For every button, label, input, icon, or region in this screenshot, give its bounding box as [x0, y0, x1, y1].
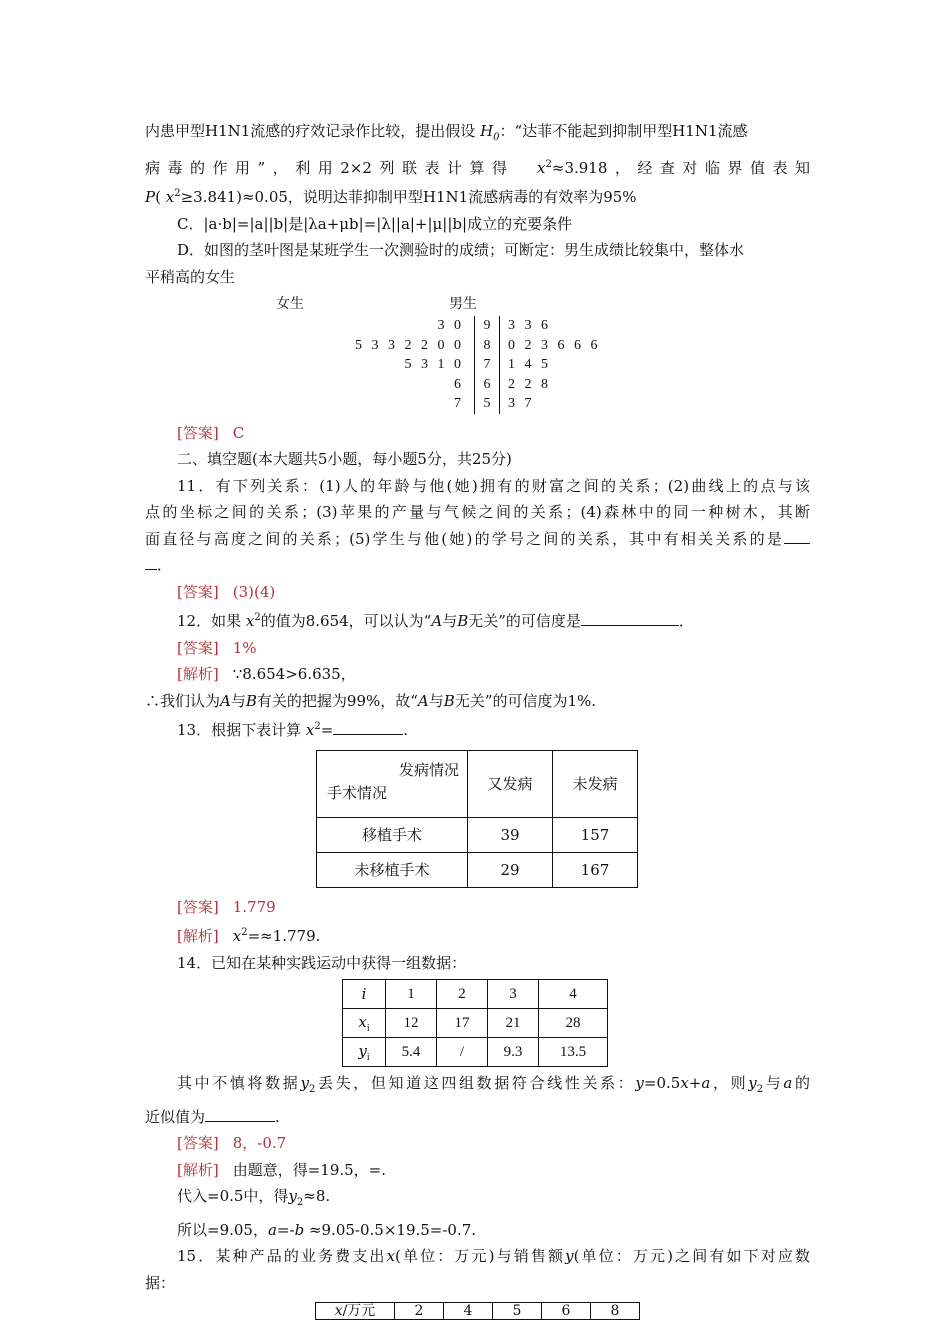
analysis-13: [解析] $x^2=\approx 1.779$. — [177, 927, 321, 945]
q14-line-2: 其中不慎将数据$y_2$丢失，但知道这四组数据符合线性关系：y=0.5x+a，则$y_2$与a的 — [177, 1074, 810, 1095]
stem-row: 7 5 3 7 — [355, 394, 601, 414]
table-row: x/万元 2 4 5 6 8 — [316, 1303, 640, 1320]
intro-line-1: 内患甲型H1N1流感的疗效记录作比较，提出假设 $H_0$：“达菲不能起到抑制甲型H1N1流感 — [145, 122, 748, 143]
answer-blank[interactable] — [333, 720, 403, 735]
table-row: 未移植手术 29 167 — [317, 852, 638, 887]
stem-row: 3 0 9 3 3 6 — [355, 316, 601, 336]
q11-line-1: 11．有下列关系：(1)人的年龄与他(她)拥有的财富之间的关系；(2)曲线上的点与该 — [177, 476, 810, 495]
answer-blank[interactable] — [784, 529, 810, 544]
table-row: $y_i$ 5.4 / 9.3 13.5 — [343, 1038, 608, 1067]
option-d-line-1: D．如图的茎叶图是某班学生一次测验时的成绩；可断定：男生成绩比较集中，整体水 — [177, 241, 745, 259]
option-d-line-2: 平稍高的女生 — [145, 267, 236, 286]
table-header: 又发病 — [468, 750, 553, 817]
data-table-14 — [342, 979, 608, 1067]
question-12: 12．如果 $x^2$的值为8.654，可以认为“A与B无关”的可信度是 ． — [177, 612, 694, 630]
h0-symbol: $H_0$ — [480, 122, 500, 143]
analysis-14-line-2: 代入=0.5中，得$y_2\approx 8$. — [177, 1187, 331, 1208]
answer-blank[interactable] — [145, 555, 157, 570]
table-header: 未发病 — [553, 750, 638, 817]
table-row: 移植手术 39 157 — [317, 817, 638, 852]
table-corner: 发病情况 手术情况 — [317, 750, 468, 817]
analysis-14: [解析] 由题意，得=19.5，=. — [177, 1160, 387, 1179]
intro-line-3: P( $x^2\ge 3.841)\approx 0.05$，说明达菲抑制甲型H1N1流感病毒的有效率为95% — [145, 188, 637, 206]
intro-line-2: 病毒的作用”，利用2×2列联表计算得 $x^2\approx 3.918$，经查对临界值表知 — [145, 158, 810, 177]
answer-11: [答案] (3)(4) — [177, 582, 276, 601]
answer-blank[interactable] — [581, 611, 679, 626]
question-13: 13．根据下表计算 $x^2=$ . — [177, 721, 409, 739]
female-label: 女生 — [276, 297, 304, 312]
option-c: C．|a·b|=|a||b|是|λa+μb|=|λ||a|+|μ||b|成立的充要条件 — [177, 214, 573, 233]
analysis-12: [解析] ∵8.654>6.635， — [177, 665, 356, 683]
answer-12: [答案] 1% — [177, 638, 257, 657]
q11-line-4: ． — [145, 552, 810, 579]
surgery-table — [316, 750, 638, 888]
q15-line-1: 15．某种产品的业务费支出x(单位：万元)与销售额y(单位：万元)之间有如下对应数 — [177, 1247, 810, 1265]
analysis-12-line-2: ∴我们认为A与B有关的把握为99%，故“A与B无关”的可信度为1%. — [145, 691, 597, 710]
q14-line-3: 近似值为 . — [145, 1107, 280, 1126]
answer-10: [答案] C — [177, 423, 245, 442]
stem-leaf-plot — [145, 294, 810, 414]
male-label: 男生 — [449, 297, 477, 312]
q11-line-3: 面直径与高度之间的关系；(5)学生与他(她)的学号之间的关系，其中有相关关系的是 — [145, 526, 810, 553]
data-table-15 — [315, 1302, 640, 1320]
table-row: $x_i$ 12 17 21 28 — [343, 1009, 608, 1038]
table-row: i 1 2 3 4 — [343, 980, 608, 1009]
q15-line-2: 据： — [145, 1273, 176, 1292]
question-14: 14．已知在某种实践运动中获得一组数据： — [177, 953, 467, 972]
analysis-14-line-3: 所以=9.05，a=-b ≈9.05-0.5×19.5=-0.7. — [177, 1220, 477, 1239]
stem-row: 5 3 1 0 7 1 4 5 — [355, 355, 601, 375]
section-heading: 二、填空题(本大题共5小题，每小题5分，共25分) — [177, 450, 512, 468]
q11-line-2: 点的坐标之间的关系；(3)苹果的产量与气候之间的关系；(4)森林中的同一种树木，其断 — [145, 503, 810, 521]
answer-blank[interactable] — [205, 1107, 275, 1122]
document-page — [145, 118, 810, 1320]
answer-14: [答案] 8，-0.7 — [177, 1134, 287, 1152]
stem-row: 5 3 3 2 2 0 0 8 0 2 3 6 6 6 — [355, 336, 601, 356]
stem-row: 6 6 2 2 8 — [355, 375, 601, 395]
answer-13: [答案] 1.779 — [177, 897, 276, 916]
